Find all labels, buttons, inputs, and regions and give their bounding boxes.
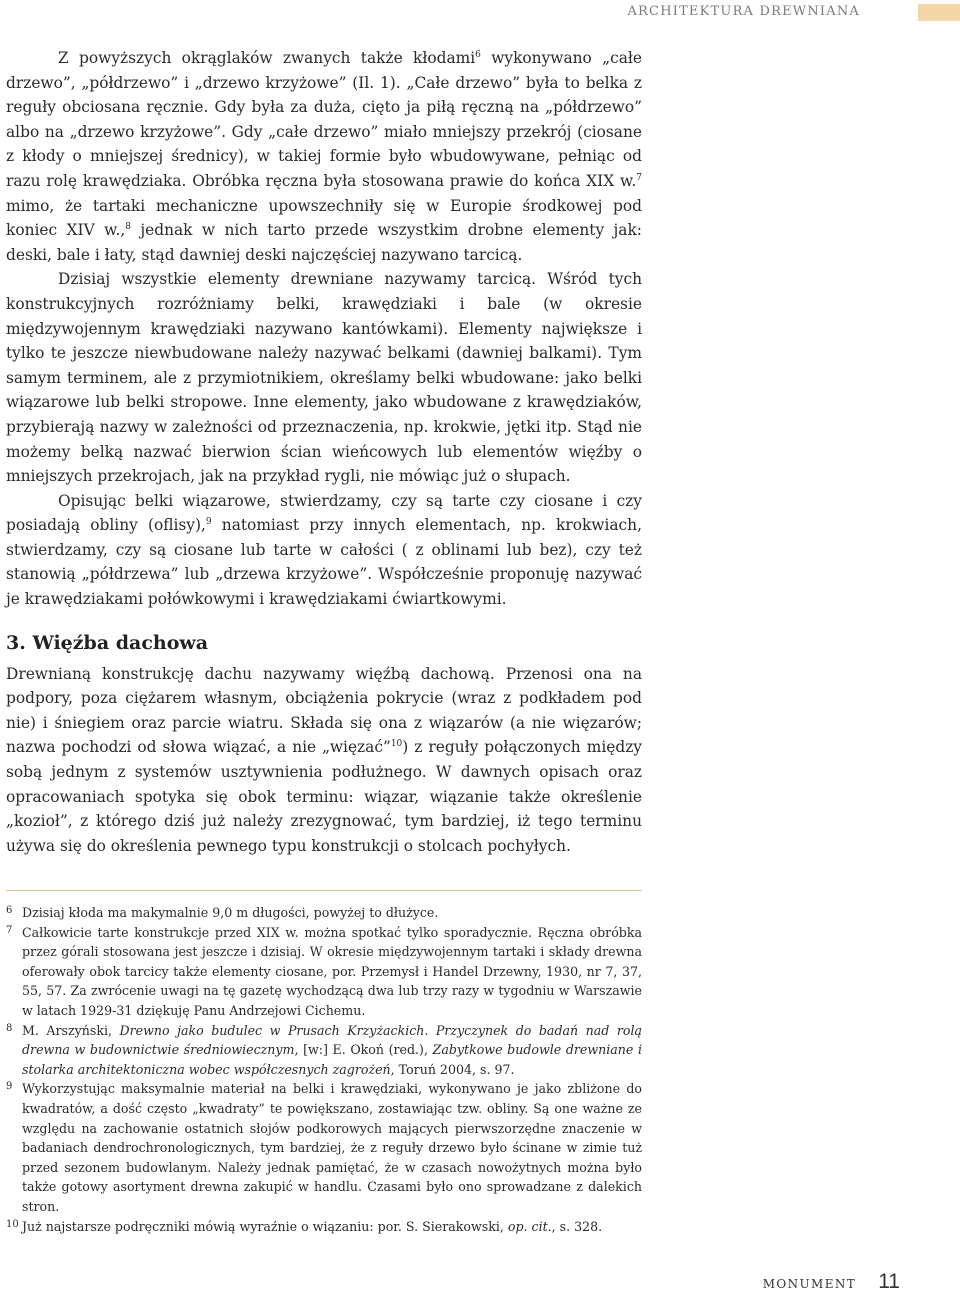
footnote-ref-6[interactable]: 6: [475, 49, 481, 60]
main-text: [6, 46, 642, 858]
paragraph-1: Z powyższych okrąglaków zwanych także kłodami$^6$ wykonywano „całe drzewo”, „półdrzewo” i „drzewo krzyżowe” (Il. 1). „Całe drzewo” była to belka z reguły obciosana ręcznie. Gdy była za duża, cięto ja piłą ręczną na „półdrzewo” albo na „drzewo krzyżowe”. Gdy „całe drzewo” miało mniejszy przekrój (ciosane z kłody o mniejszej średnicy), w takiej formie było wbudowywane, pełniąc od razu rolę krawędziaka. Obróbka ręczna była stosowana prawie do końca XIX w.$^7$ mimo, że tartaki mechaniczne upowszechniły się w Europie środkowej pod koniec XIV w.,$^8$ jednak w nich tarto przede wszystkim drobne elementy jak: deski, bale i łaty, stąd dawniej deski najczęściej nazywano tarcicą.: [6, 49, 642, 264]
paragraph-2: Dzisiaj wszystkie elementy drewniane nazywamy tarcicą. Wśród tych konstrukcyjnych rozróżniamy belki, krawędziaki i bale (w okresie międzywojennym krawędziaki nazywano kantówkami). Elementy największe i tylko te jeszcze niewbudowane należy nazywać belkami (dawniej balkami). Tym samym terminem, ale z przymiotnikiem, określamy belki wbudowane: jako belki wiązarowe lub belki stropowe. Inne elementy, jako wbudowane z krawędziaków, przybierają nazwy w zależności od przeznaczenia, np. krokwie, jętki itp. Stąd nie możemy belką nazwać bierwion ścian wieńcowych lub elementów więźby o mniejszych przekrojach, jak na przykład rygli, nie mówiąc już o słupach.: [6, 270, 642, 486]
paragraph-4: Drewnianą konstrukcję dachu nazywamy więźbą dachową. Przenosi ona na podpory, poza ciężarem własnym, obciążenia pokrycie (wraz z podkładem pod nie) i śniegiem oraz parcie wiatru. Składa się ona z wiązarów (a nie więzarów; nazwa pochodzi od słowa wiązać, a nie „więzać”$^{10}$) z reguły połączonych między sobą jednym z systemów usztywnienia podłużnego. W dawnych opisach oraz opracowaniach spotyka się obok terminu: wiązar, wiązanie także określenie „kozioł”, z którego dziś już należy zrezygnować, tym bardziej, iż tego terminu używa się do określenia pewnego typu konstrukcji o stolcach pochyłych.: [6, 664, 643, 855]
running-head: ARCHITEKTURA DREWNIANA: [627, 4, 860, 19]
section-heading: 3. Więźba dachowa: [6, 631, 209, 654]
corner-color-mark: [918, 4, 960, 21]
footnote-ref-9[interactable]: 9: [205, 517, 212, 528]
paragraph-3: Opisując belki wiązarowe, stwierdzamy, czy są tarte czy ciosane i czy posiadają obliny (oflisy),$^9$ natomiast przy innych elementach, np. krokwiach, stwierdzamy, czy są ciosane lub tarte w całości ( z oblinami lub bez), czy też stanowią „półdrzewa” lub „drzewa krzyżowe”. Współcześnie proponuję nazywać je krawędziakami połówkowymi i krawędziakami ćwiartkowymi.: [6, 491, 642, 609]
footnote-ref-10[interactable]: 10: [390, 739, 403, 750]
footnote-8: 8 M. Arszyński, Drewno jako budulec w Prusach Krzyżackich. Przyczynek do badań nad rolą drewna w budownictwie średniowiecznym, [w:] E. Okoń (red.), Zabytkowe budowle drewniane i stolarka architektoniczna wobec współczesnych zagrożeń, Toruń 2004, s. 97.: [6, 1022, 642, 1077]
footnotes: [6, 903, 642, 1236]
footnote-6: 6 Dzisiaj kłoda ma makymalnie 9,0 m długości, powyżej to dłużyce.: [6, 905, 439, 920]
footnote-9: 9 Wykorzystując maksymalnie materiał na belki i krawędziaki, wykonywano je jako zbliżone do kwadratów, a dość często „kwadraty” te powiększano, zostawiając tzw. obliny. Są one ważne ze względu na zachowanie ostatnich słojów podkorowych mających pierwszorzędne znaczenie w badaniach dendrochronologicznych, tym bardziej, że z reguły drzewo było ścinane w zimie tuż przed sezonem budowlanym. Należy jednak pamiętać, że w czasach nowożytnych można było także gotowy asortyment drewna zakupić w handlu. Czasami było ono sprowadzane z dalekich stron.: [6, 1081, 642, 1214]
footnote-divider: [6, 890, 642, 891]
footnote-7: 7 Całkowicie tarte konstrukcje przed XIX w. można spotkać tylko sporadycznie. Ręczna obróbka przez górali stosowana jest jeszcze i dzisiaj. W okresie międzywojennym tartaki i składy drewna oferowały obok tarcicy także elementy ciosane, por. Przemysł i Handel Drzewny, 1930, nr 7, 37, 55, 57. Za zwrócenie uwagi na tę gazetę wychodzącą dwa lub trzy razy w tygodniu w Warszawie w latach 1929-31 dziękuję Panu Andrzejowi Cichemu.: [6, 924, 642, 1018]
page-footer: [763, 1270, 900, 1294]
footnote-ref-8[interactable]: 8: [125, 222, 131, 233]
footnote-10: 10 Już najstarsze podręczniki mówią wyraźnie o wiązaniu: por. S. Sierakowski, op. cit., s. 328.: [6, 1218, 603, 1234]
footnote-ref-7[interactable]: 7: [636, 172, 642, 183]
magazine-name: MONUMENT: [762, 1277, 857, 1291]
page-number: 11: [878, 1270, 900, 1293]
